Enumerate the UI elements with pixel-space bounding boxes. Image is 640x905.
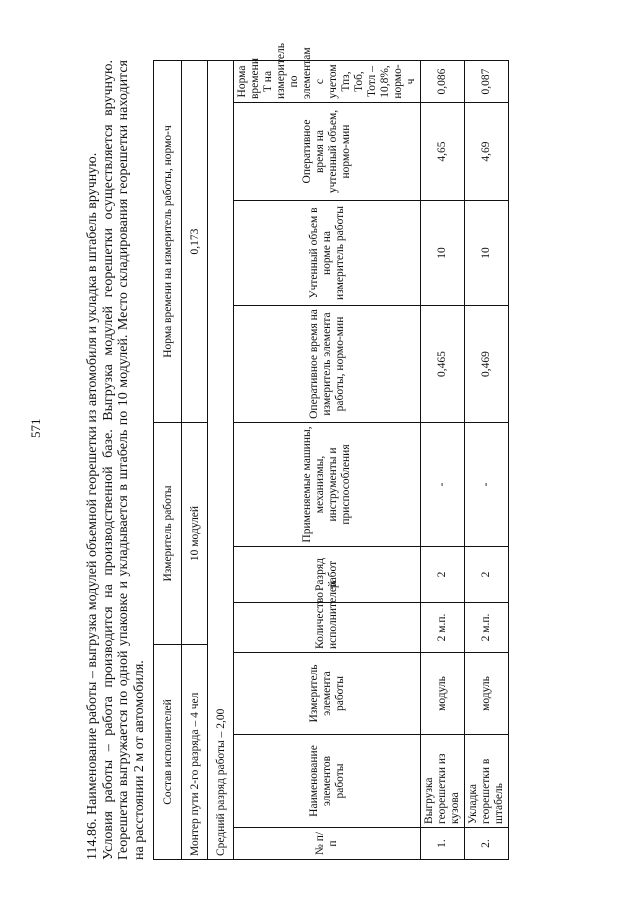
- crew-norm-table: [153, 60, 234, 860]
- row-num: 1.: [421, 828, 465, 860]
- intro-text: [85, 60, 147, 860]
- col-workers: Количество исполнителей: [234, 603, 421, 653]
- row-op-time-total: 4,69: [465, 103, 509, 201]
- col-name: Наименование элементов работы: [234, 735, 421, 828]
- rotated-page-content: [85, 43, 605, 860]
- row-op-time: 0,469: [465, 306, 509, 423]
- col-volume: Учтенный объем в норме на измеритель работы: [234, 201, 421, 306]
- row-grade: 2: [421, 547, 465, 603]
- meter-header: Измеритель работы: [154, 423, 182, 645]
- row-name: Укладка георешетки в штабель: [465, 735, 509, 828]
- col-norm-time: Норма времени Т на измеритель по элементам с учетом Тпз, Тоб, Тотл – 10,8%, нормо-ч: [234, 61, 421, 103]
- row-op-time-total: 4,65: [421, 103, 465, 201]
- col-op-time: Оперативное время на измеритель элемента работы, нормо-мин: [234, 306, 421, 423]
- row-norm-time: 0,087: [465, 61, 509, 103]
- row-grade: 2: [465, 547, 509, 603]
- row-unit: модуль: [421, 653, 465, 735]
- row-op-time: 0,465: [421, 306, 465, 423]
- row-num: 2.: [465, 828, 509, 860]
- table-row: [421, 61, 465, 860]
- col-grade: Разряд работ: [234, 547, 421, 603]
- col-num: № п/п: [234, 828, 421, 860]
- row-workers: 2 м.п.: [421, 603, 465, 653]
- norm-value: 0,173: [182, 61, 208, 423]
- crew-value: Монтер пути 2-го разряда – 4 чел: [182, 645, 208, 860]
- row-norm-time: 0,086: [421, 61, 465, 103]
- row-unit: модуль: [465, 653, 509, 735]
- row-workers: 2 м.п.: [465, 603, 509, 653]
- work-elements-table: [233, 43, 509, 860]
- average-grade: Средний разряд работы – 2,00: [208, 61, 234, 860]
- page-number: 571: [28, 418, 43, 438]
- row-name: Выгрузка георешетки из кузова: [421, 735, 465, 828]
- row-machines: -: [421, 423, 465, 547]
- col-op-time-total: Оперативное время на учтенный объем, нормо-мин: [234, 103, 421, 201]
- col-machines: Применяемые машины, механизмы, инструменты и приспособления: [234, 423, 421, 547]
- work-title: 114.86. Наименование работы – выгрузка модулей объемной георешетки из автомобиля и укладка в штабель вручную.: [85, 152, 100, 860]
- crew-header: Состав исполнителей: [154, 645, 182, 860]
- work-conditions: Условия работы – работа производится на производственной базе. Выгрузка модулей георешетки осуществляется вручную. Георешетка выгружается по одной упаковке и укладывается в штабель по 10 модулей. Место складирования георешетки находится на расстоянии 2 м от автомобиля.: [100, 60, 147, 860]
- row-machines: -: [465, 423, 509, 547]
- norm-header: Норма времени на измеритель работы, нормо-ч: [154, 61, 182, 423]
- table-row: [465, 61, 509, 860]
- meter-value: 10 модулей: [182, 423, 208, 645]
- row-volume: 10: [465, 201, 509, 306]
- col-unit: Измеритель элемента работы: [234, 653, 421, 735]
- row-volume: 10: [421, 201, 465, 306]
